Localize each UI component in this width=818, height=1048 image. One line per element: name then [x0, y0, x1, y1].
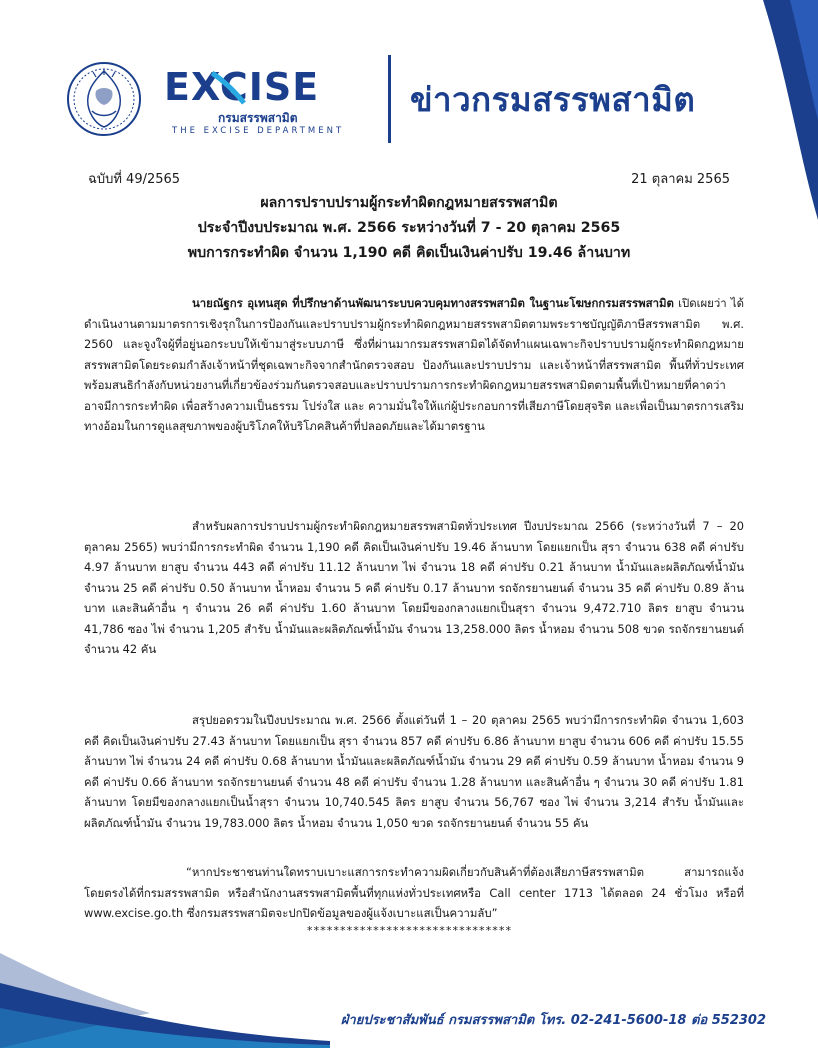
department-name-thai: กรมสรรพสามิต — [218, 111, 298, 125]
quote-paragraph — [84, 862, 744, 924]
headline-line-2: ประจำปีงบประมาณ พ.ศ. 2566 ระหว่างวันที่ 7 - 20 ตุลาคม 2565 — [197, 220, 621, 236]
paragraph-3-text: สรุปยอดรวมในปีงบประมาณ พ.ศ. 2566 ตั้งแต่วันที่ 1 – 20 ตุลาคม 2565 พบว่ามีการกระทำผิด จำนวน 1,603 คดี คิดเป็นเงินค่าปรับ 27.43 ล้านบาท โดยแยกเป็น สุรา จำนวน 857 คดี ค่าปรับ 6.86 ล้านบาท ยาสูบ จำนวน 606 คดี ค่าปรับ 15.55 ล้านบาท ไพ่ จำนวน 24 คดี ค่าปรับ 0.68 ล้านบาท น้ำมันและผลิตภัณฑ์น้ำมัน จำนวน 29 คดี ค่าปรับ 0.59 ล้านบาท น้ำหอม จำนวน 9 คดี ค่าปรับ 0.66 ล้านบาท รถจักรยานยนต์ จำนวน 48 คดี ค่าปรับ จำนวน 1.28 ล้านบาท และสินค้าอื่น ๆ จำนวน 30 คดี ค่าปรับ 1.81 ล้านบาท โดยมีของกลางแยกเป็นน้ำสุรา จำนวน 10,740.545 ลิตร ยาสูบ จำนวน 56,767 ซอง ไพ่ จำนวน 3,214 สำรับ น้ำมันและผลิตภัณฑ์น้ำมัน จำนวน 19,783.000 ลิตร น้ำหอม จำนวน 1,050 ขวด รถจักรยานยนต์ จำนวน 55 คัน — [84, 713, 744, 830]
paragraph-1-text: เปิดเผยว่า ได้ดำเนินงานตามมาตรการเชิงรุกในการป้องกันและปราบปรามผู้กระทำผิดกฎหมายสรรพสามิตตามพระราชบัญญัติภาษีสรรพสามิต พ.ศ. 2560 และจูงใจผู้ที่อยู่นอกระบบให้เข้ามาสู่ระบบภาษี ซึ่งที่ผ่านมากรมสรรพสามิตได้จัดทำแผนเฉพาะกิจปราบปรามผู้กระทำผิดกฎหมายสรรพสามิตโดยระดมกำลังเจ้าหน้าที่ชุดเฉพาะกิจจากสำนักตรวจสอบ ป้องกันและปราบปราม และเจ้าหน้าที่สรรพสามิต พื้นที่ทั่วประเทศพร้อมสนธิกำลังกับหน่วยงานที่เกี่ยวข้องร่วมกันตรวจสอบและปราบปรามการกระทำผิดกฎหมายสรรพสามิตตามพื้นที่เป้าหมายที่คาดว่าอาจมีการกระทำผิด เพื่อสร้างความเป็นธรรม โปร่งใส และ ความมั่นใจให้แก่ผู้ประกอบการที่เสียภาษีโดยสุจริต และเพื่อเป็นมาตรการเสริมทางอ้อมในการดูแลสุขภาพของผู้บริโภคให้บริโภคสินค้าที่ปลอดภัยและได้มาตรฐาน — [84, 296, 744, 433]
excise-logo-icon — [164, 67, 404, 107]
stars-separator: ******************************* — [306, 924, 512, 937]
paragraph-1 — [84, 293, 744, 437]
header — [60, 55, 760, 155]
footer-wave-decoration — [0, 953, 818, 1048]
news-title: ข่าวกรมสรรพสามิต — [410, 80, 696, 119]
paragraph-2-text: สำหรับผลการปราบปรามผู้กระทำผิดกฎหมายสรรพสามิตทั่วประเทศ ปีงบประมาณ 2566 (ระหว่างวันที่ 7 – 20 ตุลาคม 2565) พบว่ามีการกระทำผิด จำนวน 1,190 คดี คิดเป็นเงินค่าปรับ 19.46 ล้านบาท โดยแยกเป็น สุรา จำนวน 638 คดี ค่าปรับ 4.97 ล้านบาท ยาสูบ จำนวน 443 คดี ค่าปรับ 11.12 ล้านบาท ไพ่ จำนวน 18 คดี ค่าปรับ 0.21 ล้านบาท น้ำมันและผลิตภัณฑ์น้ำมัน จำนวน 25 คดี ค่าปรับ 0.50 ล้านบาท น้ำหอม จำนวน 5 คดี ค่าปรับ 0.17 ล้านบาท รถจักรยานยนต์ จำนวน 35 คดี ค่าปรับ 0.89 ล้านบาท และสินค้าอื่น ๆ จำนวน 26 คดี ค่าปรับ 1.60 ล้านบาท โดยมีของกลางแยกเป็นสุรา จำนวน 9,472.710 ลิตร ยาสูบ จำนวน 41,786 ซอง ไพ่ จำนวน 1,205 สำรับ น้ำมันและผลิตภัณฑ์น้ำมัน จำนวน 13,258.000 ลิตร น้ำหอม จำนวน 508 ขวด รถจักรยานยนต์ จำนวน 42 คัน — [84, 519, 744, 656]
headline-line-1: ผลการปราบปรามผู้กระทำผิดกฎหมายสรรพสามิต — [260, 195, 558, 211]
issue-date: 21 ตุลาคม 2565 — [631, 172, 730, 187]
department-name-english: THE EXCISE DEPARTMENT — [172, 126, 345, 136]
spokesperson-name: นายณัฐกร อุเทนสุด ที่ปรึกษาด้านพัฒนาระบบควบคุมทางสรรพสามิต ในฐานะโฆษกกรมสรรพสามิต — [192, 296, 674, 310]
excise-logo-text: EXCISE — [164, 67, 320, 107]
headline-line-3: พบการกระทำผิด จำนวน 1,190 คดี คิดเป็นเงินค่าปรับ 19.46 ล้านบาท — [187, 245, 631, 261]
footer-contact: ฝ่ายประชาสัมพันธ์ กรมสรรพสามิต โทร. 02-241-5600-18 ต่อ 552302 — [340, 1013, 766, 1028]
paragraph-2 — [84, 516, 744, 660]
excise-seal-icon — [66, 61, 142, 137]
issue-number: ฉบับที่ 49/2565 — [88, 172, 181, 187]
header-divider — [388, 55, 391, 143]
quote-text: “หากประชาชนท่านใดทราบเบาะแสการกระทำความผิดเกี่ยวกับสินค้าที่ต้องเสียภาษีสรรพสามิต สามารถแจ้งโดยตรงได้ที่กรมสรรพสามิต หรือสำนักงานสรรพสามิตพื้นที่ทุกแห่งทั่วประเทศหรือ Call center 1713 ได้ตลอด 24 ชั่วโมง หรือที่ www.excise.go.th ซึ่งกรมสรรพสามิตจะปกปิดข้อมูลของผู้แจ้งเบาะแสเป็นความลับ” — [84, 865, 744, 920]
corner-decoration-top-right — [758, 0, 818, 220]
paragraph-3 — [84, 710, 744, 833]
